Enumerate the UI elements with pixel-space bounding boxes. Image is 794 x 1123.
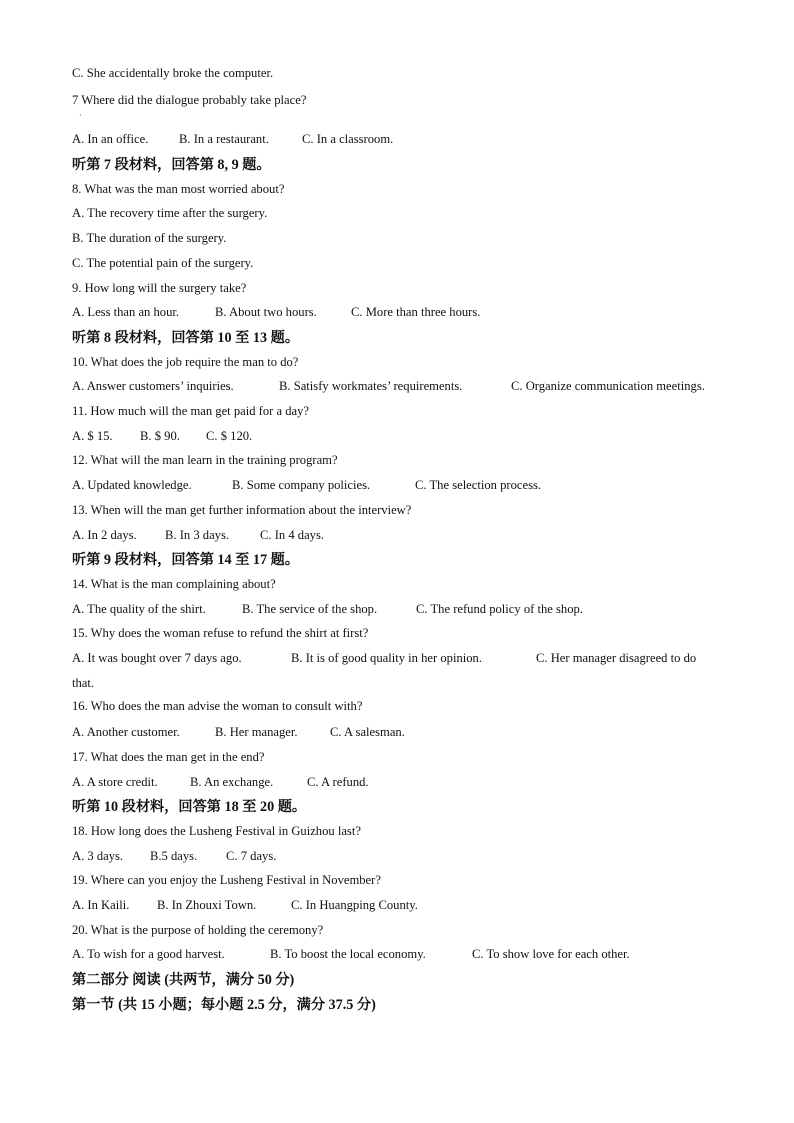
stray-dot: · [79, 111, 82, 120]
answer-option: C. In Huangping County. [291, 898, 418, 912]
answer-option: C. A salesman. [330, 725, 405, 739]
question-text: 8. What was the man most worried about? [72, 182, 285, 196]
answer-option: C. Organize communication meetings. [511, 379, 705, 393]
section-heading: 听第 10 段材料，回答第 18 至 20 题。 [72, 799, 307, 815]
answer-option: B. $ 90. [140, 429, 180, 443]
answer-option: C. More than three hours. [351, 305, 481, 319]
section-heading: 听第 9 段材料，回答第 14 至 17 题。 [72, 552, 300, 568]
question-text: 16. Who does the man advise the woman to consult with? [72, 699, 363, 713]
question-text: 13. When will the man get further information about the interview? [72, 503, 412, 517]
question-text: 11. How much will the man get paid for a day? [72, 404, 309, 418]
answer-option: B. The duration of the surgery. [72, 231, 227, 245]
answer-option: A. In an office. [72, 132, 149, 146]
answer-option: A. Updated knowledge. [72, 478, 192, 492]
answer-option: A. The recovery time after the surgery. [72, 206, 268, 220]
answer-option: B. The service of the shop. [242, 602, 378, 616]
answer-option: B. To boost the local economy. [270, 947, 426, 961]
answer-option: C. $ 120. [206, 429, 253, 443]
question-text: 7 Where did the dialogue probably take place? [72, 93, 307, 107]
question-text: 17. What does the man get in the end? [72, 750, 265, 764]
answer-option: A. Less than an hour. [72, 305, 180, 319]
answer-option: A. 3 days. [72, 849, 124, 863]
answer-option: C. In 4 days. [260, 528, 325, 542]
answer-option: B. Some company policies. [232, 478, 371, 492]
answer-option: A. Answer customers’ inquiries. [72, 379, 234, 393]
answer-option: A. A store credit. [72, 775, 158, 789]
question-text: 19. Where can you enjoy the Lusheng Festival in November? [72, 873, 381, 887]
answer-option: B. In a restaurant. [179, 132, 269, 146]
section-heading: 听第 7 段材料，回答第 8, 9 题。 [72, 157, 271, 173]
answer-option: A. To wish for a good harvest. [72, 947, 225, 961]
answer-option: C. To show love for each other. [472, 947, 630, 961]
answer-option: B. About two hours. [215, 305, 317, 319]
answer-option: A. The quality of the shirt. [72, 602, 206, 616]
question-text: 9. How long will the surgery take? [72, 281, 247, 295]
answer-option: A. $ 15. [72, 429, 113, 443]
question-text: 14. What is the man complaining about? [72, 577, 276, 591]
answer-option: C. She accidentally broke the computer. [72, 66, 274, 80]
answer-option: C. In a classroom. [302, 132, 394, 146]
answer-option: that. [72, 676, 95, 690]
section-heading: 第二部分 阅读 (共两节，满分 50 分) [72, 972, 295, 988]
answer-option: C. The selection process. [415, 478, 542, 492]
answer-option: C. 7 days. [226, 849, 277, 863]
answer-option: A. In 2 days. [72, 528, 137, 542]
question-text: 15. Why does the woman refuse to refund the shirt at first? [72, 626, 369, 640]
answer-option: B. Satisfy workmates’ requirements. [279, 379, 463, 393]
question-text: 18. How long does the Lusheng Festival in Guizhou last? [72, 824, 361, 838]
answer-option: A. In Kaili. [72, 898, 130, 912]
answer-option: B. An exchange. [190, 775, 274, 789]
answer-option: C. The potential pain of the surgery. [72, 256, 254, 270]
answer-option: B. It is of good quality in her opinion. [291, 651, 482, 665]
question-text: 12. What will the man learn in the training program? [72, 453, 338, 467]
answer-option: C. A refund. [307, 775, 369, 789]
answer-option: C. Her manager disagreed to do [536, 651, 697, 665]
answer-option: B. In Zhouxi Town. [157, 898, 257, 912]
question-text: 20. What is the purpose of holding the ceremony? [72, 923, 324, 937]
answer-option: A. Another customer. [72, 725, 180, 739]
answer-option: B. Her manager. [215, 725, 298, 739]
question-text: 10. What does the job require the man to do? [72, 355, 299, 369]
answer-option: B. In 3 days. [165, 528, 230, 542]
answer-option: B.5 days. [150, 849, 198, 863]
answer-option: A. It was bought over 7 days ago. [72, 651, 242, 665]
section-heading: 第一节 (共 15 小题；每小题 2.5 分，满分 37.5 分) [72, 997, 376, 1013]
answer-option: C. The refund policy of the shop. [416, 602, 583, 616]
section-heading: 听第 8 段材料，回答第 10 至 13 题。 [72, 330, 300, 346]
